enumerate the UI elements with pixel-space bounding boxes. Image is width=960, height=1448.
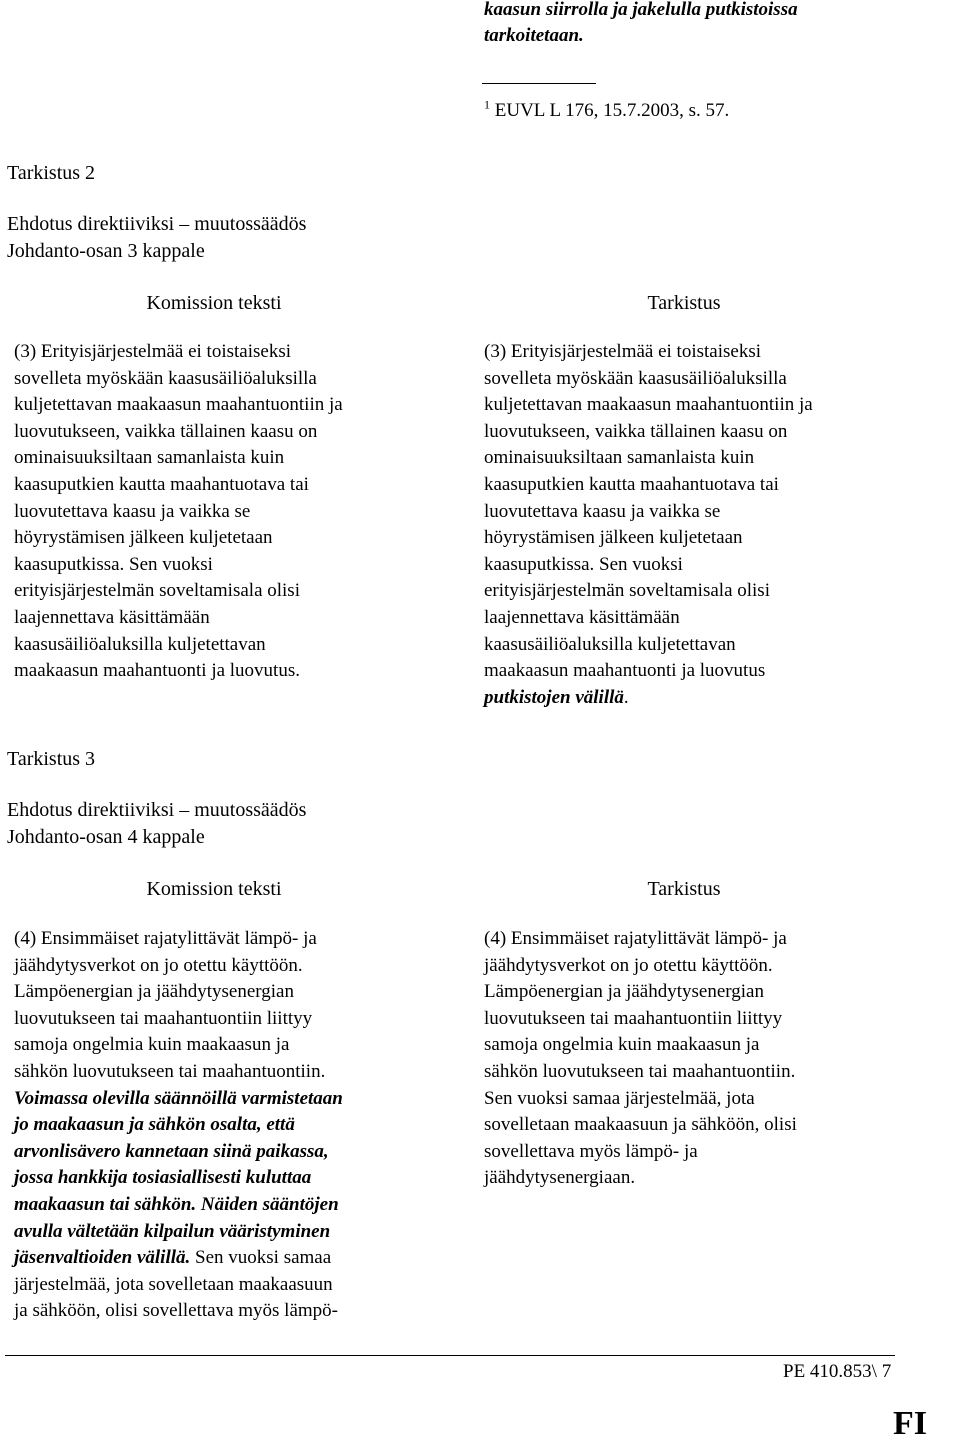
footnote xyxy=(484,98,729,125)
deleted-text-line: arvonlisävero kannetaan siinä paikassa, xyxy=(14,1140,329,1162)
text-line: jäähdytysverkot on jo otettu käyttöön. xyxy=(484,954,773,976)
text-line: Lämpöenergian ja jäähdytysenergian xyxy=(14,981,294,1003)
text-line: sovelletaan maakaasuun ja sähköön, olisi xyxy=(484,1114,797,1136)
footer-rule xyxy=(5,1355,895,1356)
text-line: kaasuputkien kautta maahantuotava tai xyxy=(14,473,309,495)
amendment-3-commission-text xyxy=(14,926,343,1325)
text-line: järjestelmää, jota sovelletaan maakaasuun xyxy=(14,1273,333,1295)
footnote-marker: 1 xyxy=(484,97,490,112)
deleted-text-line: Voimassa olevilla säännöillä varmistetaan xyxy=(14,1087,343,1109)
text-line: laajennettava käsittämään xyxy=(14,606,210,628)
text-line: sovellettava myös lämpö- ja xyxy=(484,1140,698,1162)
text-line: kuljetettavan maakaasun maahantuontiin ja xyxy=(484,394,813,416)
deleted-emphasis: jäsenvaltioiden välillä. xyxy=(14,1247,191,1269)
text-line: luovutukseen, vaikka tällainen kaasu on xyxy=(484,420,788,442)
text-line: sovelleta myöskään kaasusäiliöaluksilla xyxy=(14,367,317,389)
amendment-2-location: Johdanto-osan 3 kappale xyxy=(7,240,205,262)
deleted-text-line: avulla vältetään kilpailun vääristyminen xyxy=(14,1220,331,1242)
text-line xyxy=(484,685,813,712)
text-line: samoja ongelmia kuin maakaasun ja xyxy=(14,1034,290,1056)
text-line: kuljetettavan maakaasun maahantuontiin ja xyxy=(14,394,343,416)
text-line: samoja ongelmia kuin maakaasun ja xyxy=(484,1034,760,1056)
text-line: ominaisuuksiltaan samanlaista kuin xyxy=(484,447,755,469)
text-tail: Sen vuoksi samaa xyxy=(190,1247,332,1269)
text-line: (4) Ensimmäiset rajatylittävät lämpö- ja xyxy=(14,928,317,949)
deleted-text-line: jossa hankkija tosiasiallisesti kuluttaa xyxy=(14,1167,312,1189)
deleted-text-line: jo maakaasun ja sähkön osalta, että xyxy=(14,1114,295,1136)
text-line: höyrystämisen jälkeen kuljetetaan xyxy=(14,527,273,549)
text-line: (4) Ensimmäiset rajatylittävät lämpö- ja xyxy=(484,928,787,949)
text-line: (3) Erityisjärjestelmää ei toistaiseksi xyxy=(14,341,292,362)
text-line: kaasusäiliöaluksilla kuljetettavan xyxy=(484,633,736,655)
text-line: höyrystämisen jälkeen kuljetetaan xyxy=(484,527,743,549)
text-line: maakaasun maahantuonti ja luovutus xyxy=(484,660,766,682)
amendment-3-title: Tarkistus 3 xyxy=(7,748,96,770)
text-line: sähkön luovutukseen tai maahantuontiin. xyxy=(484,1060,796,1082)
text-line: jäähdytysenergiaan. xyxy=(484,1167,636,1189)
document-reference: PE 410.853\ 7 xyxy=(783,1361,892,1382)
amended-emphasis: putkistojen välillä xyxy=(484,686,624,708)
text-line: (3) Erityisjärjestelmää ei toistaiseksi xyxy=(484,341,762,362)
amendment-2-right-header: Tarkistus xyxy=(647,292,721,314)
text-line: luovutettava kaasu ja vaikka se xyxy=(484,500,721,522)
text-line: sähkön luovutukseen tai maahantuontiin. xyxy=(14,1060,326,1082)
footnote-rule xyxy=(482,83,596,84)
continuation-line-2: tarkoitetaan. xyxy=(484,25,584,46)
amendment-3-location: Johdanto-osan 4 kappale xyxy=(7,826,205,848)
text-line: sovelleta myöskään kaasusäiliöaluksilla xyxy=(484,367,787,389)
text-line: luovutukseen tai maahantuontiin liittyy xyxy=(484,1007,783,1029)
amendment-3-proposal: Ehdotus direktiiviksi – muutossäädös xyxy=(7,799,307,821)
text-line: luovutukseen tai maahantuontiin liittyy xyxy=(14,1007,313,1029)
text-line: ominaisuuksiltaan samanlaista kuin xyxy=(14,447,285,469)
text-line: Sen vuoksi samaa järjestelmää, jota xyxy=(484,1087,755,1109)
amendment-2-proposal: Ehdotus direktiiviksi – muutossäädös xyxy=(7,213,307,235)
amendment-3-amended-text xyxy=(484,926,797,1192)
text-line: erityisjärjestelmän soveltamisala olisi xyxy=(484,580,770,602)
amendment-2-commission-text xyxy=(14,339,343,685)
text-line: jäähdytysverkot on jo otettu käyttöön. xyxy=(14,954,303,976)
text-line: kaasuputkissa. Sen vuoksi xyxy=(484,553,683,575)
text-line: maakaasun maahantuonti ja luovutus. xyxy=(14,660,300,682)
text-tail: . xyxy=(623,686,629,708)
continuation-line-1: kaasun siirrolla ja jakelulla putkistoissa xyxy=(484,0,798,20)
text-line: laajennettava käsittämään xyxy=(484,606,680,628)
text-line: luovutukseen, vaikka tällainen kaasu on xyxy=(14,420,318,442)
amendment-2-amended-text xyxy=(484,339,813,711)
text-line: luovutettava kaasu ja vaikka se xyxy=(14,500,251,522)
amendment-3-left-header: Komission teksti xyxy=(146,878,282,900)
text-line: Lämpöenergian ja jäähdytysenergian xyxy=(484,981,764,1003)
amendment-2-title: Tarkistus 2 xyxy=(7,162,96,184)
text-line: erityisjärjestelmän soveltamisala olisi xyxy=(14,580,300,602)
text-line: kaasusäiliöaluksilla kuljetettavan xyxy=(14,633,266,655)
text-line: kaasuputkien kautta maahantuotava tai xyxy=(484,473,779,495)
amendment-2-left-header: Komission teksti xyxy=(146,292,282,314)
text-line: kaasuputkissa. Sen vuoksi xyxy=(14,553,213,575)
text-line xyxy=(14,1245,343,1272)
text-line: ja sähköön, olisi sovellettava myös lämpö- xyxy=(14,1300,339,1322)
language-code: FI xyxy=(893,1405,927,1442)
deleted-text-line: maakaasun tai sähkön. Näiden sääntöjen xyxy=(14,1193,339,1215)
amendment-3-right-header: Tarkistus xyxy=(647,878,721,900)
footnote-text: EUVL L 176, 15.7.2003, s. 57. xyxy=(494,100,730,121)
